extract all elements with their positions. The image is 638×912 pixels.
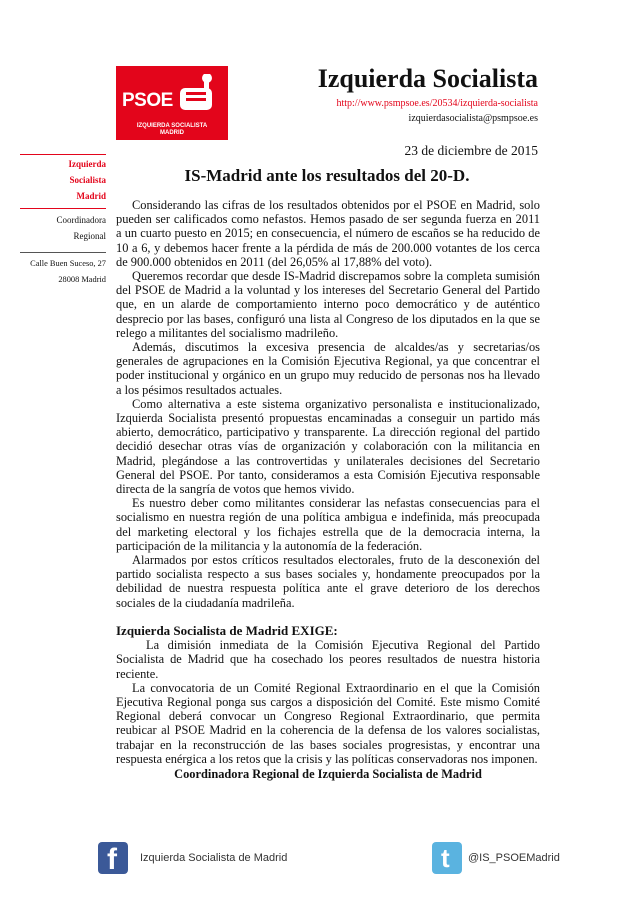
psoe-logo [116, 66, 228, 140]
org-url-link[interactable]: http://www.psmpsoe.es/20534/izquierda-socialista [336, 98, 538, 109]
document-date: 23 de diciembre de 2015 [404, 143, 538, 158]
twitter-link[interactable]: @IS_PSOEMadrid [468, 852, 560, 864]
demand-item: La convocatoria de un Comité Regional Extraordinario en el que la Comisión Ejecutiva Regional ponga sus cargos a disposición del Comité. Este mismo Comité Regional deberá convocar un Congreso Regional Extraordinario, que permita reubicar al PSOE Madrid en la coherencia de la defensa de los valores socialistas, trabajar en la reconstrucción de las bases sociales progresistas, y encontrar una respuesta enérgica a los retos que la crisis y las políticas conservadoras nos imponen. [116, 680, 540, 766]
sidebar-role-line: Coordinadora [56, 215, 106, 225]
document-heading: IS-Madrid ante los resultados del 20-D. [184, 166, 470, 185]
body-paragraph: Alarmados por estos críticos resultados electorales, fruto de la desconexión del partido socialista respecto a sus bases sociales y, hondamente preocupados por la debilidad de nuestra respuesta política ante el grave deterioro de los derechos sociales de la ciudadanía madrileña. [116, 553, 540, 610]
sidebar-address-line: Calle Buen Suceso, 27 [30, 259, 106, 268]
body-paragraph: Como alternativa a este sistema organizativo personalista e institucionalizado, Izquierda Socialista presentó propuestas encaminadas a conseguir un partido más abierto, democrático, participativo y transparente. La dirección regional del partido decidió desechar otras vías de organización y colaboración con la militancia en Madrid, plegándose a las controvertidas y unilaterales decisiones del Secretario General del PSOE. Por tanto, consideramos a esta Comisión Ejecutiva responsable directa de la sangría de votos que hemos vivido. [116, 396, 540, 497]
twitter-icon[interactable]: t [432, 842, 462, 874]
logo-abbr: PSOE [122, 90, 173, 111]
sidebar-org-line: Madrid [76, 191, 106, 201]
sidebar-address [18, 256, 106, 288]
demand-item: La dimisión inmediata de la Comisión Ejecutiva Regional del Partido Socialista de Madrid que ha cosechado los peores resultados de nuestra historia reciente. [116, 638, 540, 681]
facebook-icon[interactable]: f [98, 842, 128, 874]
body-paragraph: Es nuestro deber como militantes considerar las nefastas consecuencias para el socialismo en nuestra región de una política ambigua e indefinida, más preocupada del marketing electoral y los fichajes estrella que de la democracia interna, la participación de la militancia y la autonomía de la federación. [116, 496, 540, 553]
sidebar-address-line: 28008 Madrid [58, 275, 106, 284]
sidebar-org-line: Izquierda [68, 159, 106, 169]
sidebar-org-line: Socialista [69, 175, 106, 185]
facebook-link[interactable]: Izquierda Socialista de Madrid [140, 852, 288, 864]
sidebar-role [20, 212, 106, 244]
body-paragraph: Queremos recordar que desde IS-Madrid discrepamos sobre la completa sumisión del PSOE de Madrid a la voluntad y los intereses del Secretario General del Partido que, en un alarde de comportamiento interno poco democrático y de auténtico desprecio por las bases, configuró una lista al Congreso de los diputados en la que se relego a militantes del socialismo madrileño. [116, 269, 540, 340]
logo-subtitle-region: MADRID [160, 130, 184, 136]
sidebar-org [20, 156, 106, 204]
sidebar-rule-low [20, 252, 106, 253]
sidebar-rule-mid [20, 208, 106, 209]
demands-heading: Izquierda Socialista de Madrid EXIGE: [116, 622, 338, 638]
logo-subtitle: IZQUIERDA SOCIALISTA [136, 123, 208, 129]
body-paragraph: Considerando las cifras de los resultados obtenidos por el PSOE en Madrid, solo pueden ser calificados como nefastos. Hemos pasado de ser segunda fuerza en 2011 a un cuarto puesto en 2015; en consecuencia, el número de escaños se ha reducido de 10 a 6, y debemos hacer frente a la pérdida de más de 200.000 votantes de los cerca de 900.000 obtenidos en 2011 (del 26,05% al 17,88% del voto). [116, 198, 540, 269]
org-title: Izquierda Socialista [317, 64, 538, 93]
document-body [116, 198, 540, 781]
signature: Coordinadora Regional de Izquierda Socialista de Madrid [174, 766, 482, 781]
body-paragraph: Además, discutimos la excesiva presencia de alcaldes/as y secretarias/os generales de agrupaciones en la Comisión Ejecutiva Regional, ya que concentrar el poder institucional y orgánico en un grupo muy reducido de personas nos ha llevado a los pésimos resultados actuales. [116, 340, 540, 397]
sidebar-rule-top [20, 154, 106, 155]
org-email[interactable]: izquierdasocialista@psmpsoe.es [408, 113, 538, 124]
fist-rose-icon [178, 74, 218, 118]
sidebar-role-line: Regional [73, 231, 106, 241]
